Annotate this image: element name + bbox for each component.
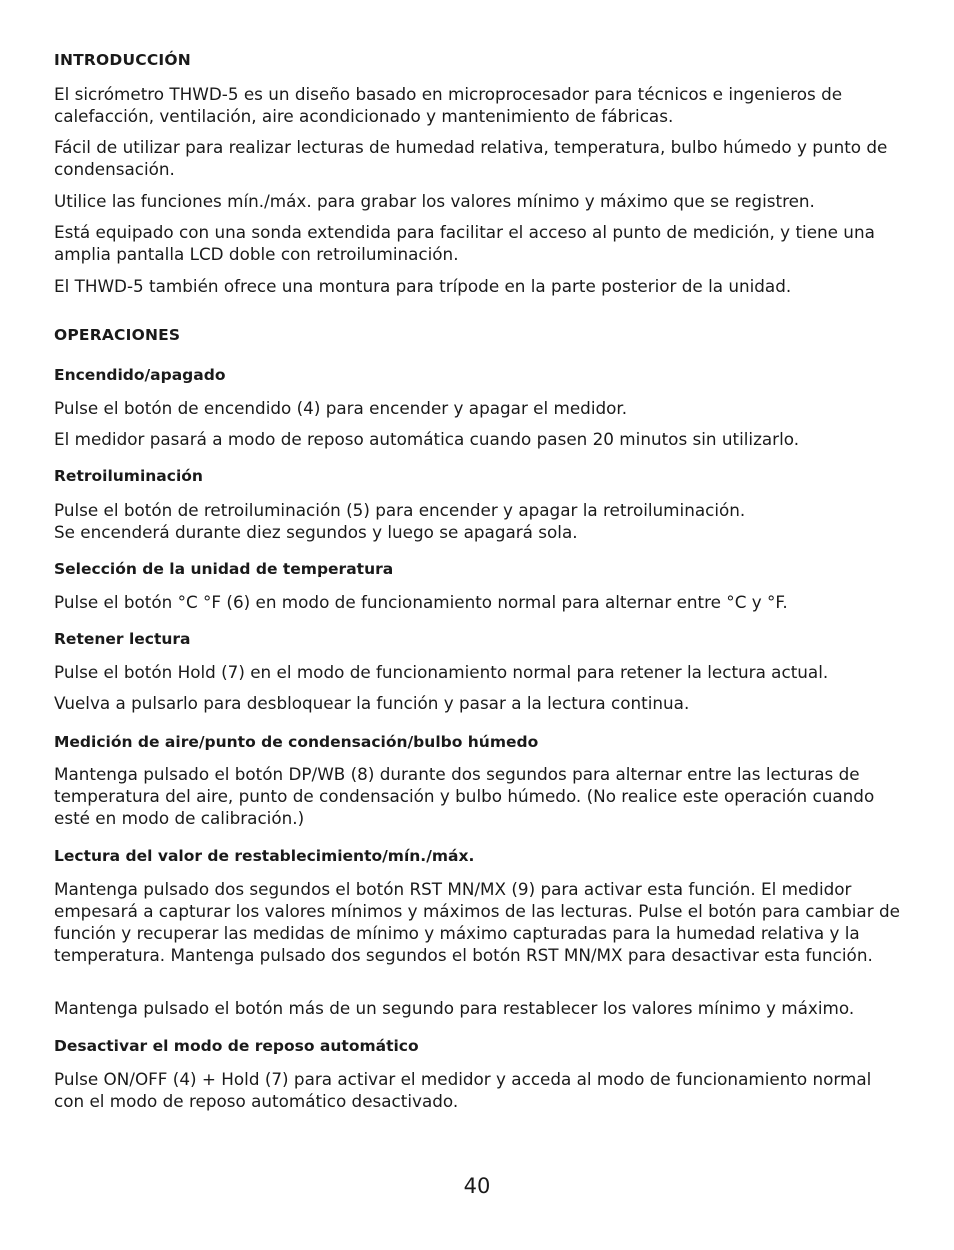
page-number: 40 xyxy=(463,1174,491,1198)
intro-paragraph: El THWD-5 también ofrece una montura para trípode en la parte posterior de la unidad. xyxy=(54,276,792,296)
section-heading-operaciones: OPERACIONES xyxy=(54,326,181,344)
operation-paragraph: Mantenga pulsado dos segundos el botón RST MN/MX (9) para activar esta función. El medidor empesará a capturar los valores mínimos y máximos de las lecturas. Pulse el botón para cambiar de función y recuperar las medidas de mínimo y máximo capturadas para la humedad relativa y la temperatura. Mantenga pulsado dos segundos el botón RST MN/MX para desactivar esta función. xyxy=(54,879,900,965)
operation-paragraph: Se encenderá durante diez segundos y luego se apagará sola. xyxy=(54,522,578,542)
operation-paragraph: Pulse el botón de retroiluminación (5) para encender y apagar la retroiluminación. xyxy=(54,500,746,520)
section-heading-introduccion: INTRODUCCIÓN xyxy=(54,51,191,69)
intro-paragraph: El sicrómetro THWD-5 es un diseño basado en microprocesador para técnicos e ingenieros de calefacción, ventilación, aire acondicionado y mantenimiento de fábricas. xyxy=(54,84,843,126)
operation-paragraph: Vuelva a pulsarlo para desbloquear la función y pasar a la lectura continua. xyxy=(54,693,690,713)
operation-paragraph: El medidor pasará a modo de reposo automática cuando pasen 20 minutos sin utilizarlo. xyxy=(54,429,800,449)
subheading-seleccion-unidad: Selección de la unidad de temperatura xyxy=(54,560,394,578)
operation-paragraph: Pulse ON/OFF (4) + Hold (7) para activar el medidor y acceda al modo de funcionamiento normal con el modo de reposo automático desactivado. xyxy=(54,1069,872,1111)
intro-paragraph: Utilice las funciones mín./máx. para grabar los valores mínimo y máximo que se registren. xyxy=(54,191,815,211)
operation-paragraph: Pulse el botón Hold (7) en el modo de funcionamiento normal para retener la lectura actual. xyxy=(54,662,829,682)
operation-paragraph: Pulse el botón de encendido (4) para encender y apagar el medidor. xyxy=(54,398,628,418)
subheading-lectura-restablecimiento: Lectura del valor de restablecimiento/mín./máx. xyxy=(54,847,475,865)
intro-paragraph: Está equipado con una sonda extendida para facilitar el acceso al punto de medición, y tiene una amplia pantalla LCD doble con retroiluminación. xyxy=(54,222,875,264)
subheading-desactivar-reposo: Desactivar el modo de reposo automático xyxy=(54,1037,419,1055)
subheading-retener-lectura: Retener lectura xyxy=(54,630,191,648)
operation-paragraph: Mantenga pulsado el botón más de un segundo para restablecer los valores mínimo y máximo. xyxy=(54,998,855,1018)
operation-paragraph: Pulse el botón °C °F (6) en modo de funcionamiento normal para alternar entre °C y °F. xyxy=(54,592,788,612)
subheading-medicion-aire: Medición de aire/punto de condensación/bulbo húmedo xyxy=(54,733,539,751)
operation-paragraph: Mantenga pulsado el botón DP/WB (8) durante dos segundos para alternar entre las lecturas de temperatura del aire, punto de condensación y bulbo húmedo. (No realice este operación cuando esté en modo de calibración.) xyxy=(54,764,875,828)
subheading-retroiluminacion: Retroiluminación xyxy=(54,467,203,485)
intro-paragraph: Fácil de utilizar para realizar lecturas de humedad relativa, temperatura, bulbo húmedo y punto de condensación. xyxy=(54,137,888,179)
subheading-encendido-apagado: Encendido/apagado xyxy=(54,366,226,384)
